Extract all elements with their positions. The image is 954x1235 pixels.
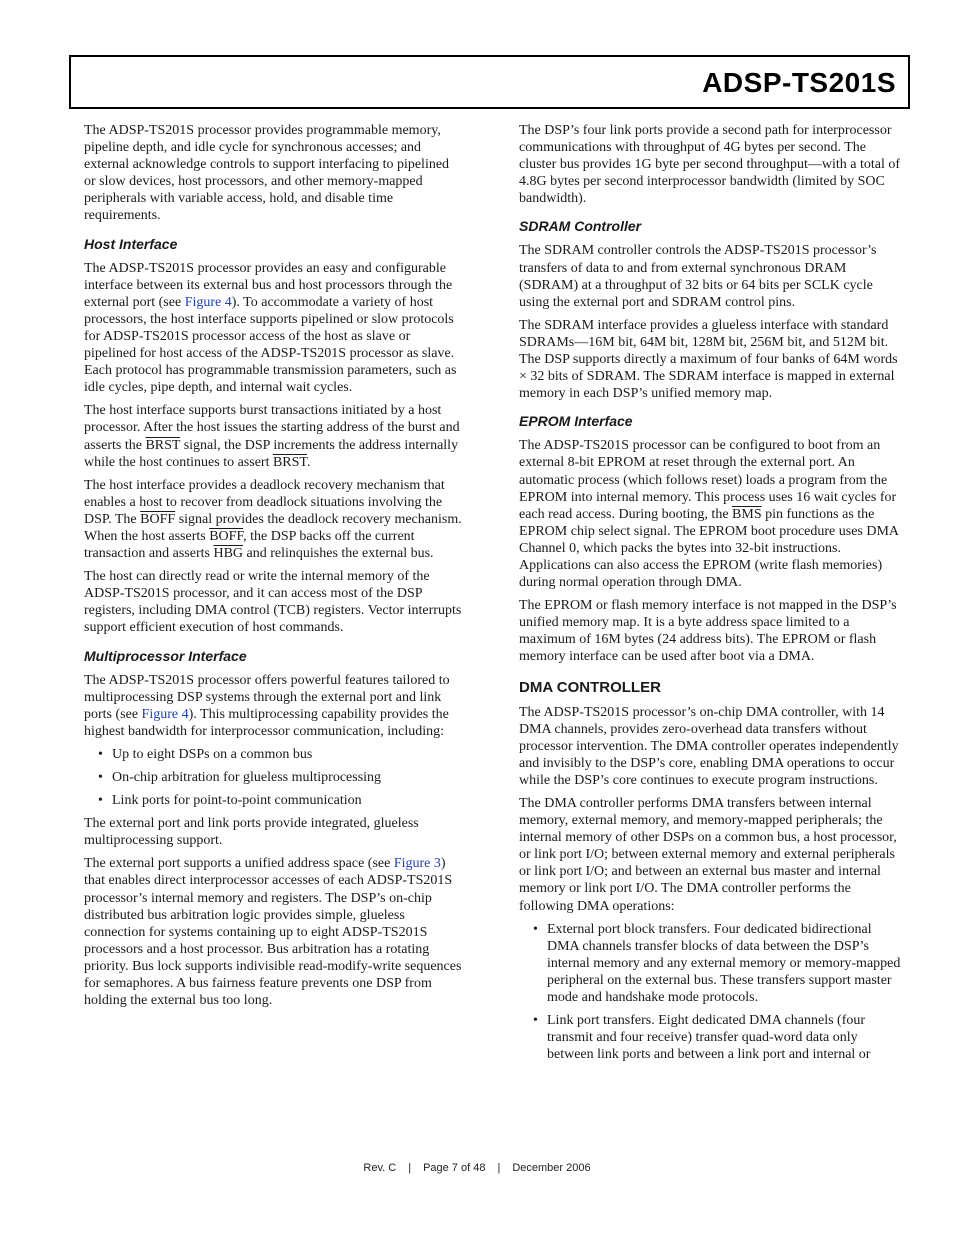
sdram-paragraph-2: The SDRAM interface provides a glueless interface with standard SDRAMs—16M bit, 64M bit, 128M bit, 256M bit, and 512M bit. The DSP supports directly a maximum of four banks of 64M words × 32 bits of SDRAM. The SDRAM interface is mapped in external memory in each DSP’s unified memory map. <box>519 317 898 402</box>
host-paragraph-2: The host interface supports burst transactions initiated by a host processor. After the host issues the starting address of the burst and asserts the BRST signal, the DSP increments the address internally while the host continues to assert BRST. <box>84 403 460 470</box>
figure-4-link[interactable]: Figure 4 <box>141 706 189 722</box>
figure-3-link[interactable]: Figure 3 <box>393 856 441 872</box>
dma-paragraph-2: The DMA controller performs DMA transfers between internal memory, external memory, and memory-mapped peripherals; the internal memory of other DSPs on a common bus, a host processor, or link port I/O; between external memory and external peripherals or link port I/O; and between an external bus master and internal memory or link port I/O. The DMA controller performs the following DMA operations: <box>519 796 897 914</box>
sdram-paragraph-1: The SDRAM controller controls the ADSP-TS201S processor’s transfers of data to and from external synchronous DRAM (SDRAM) at a throughput of 32 bits or 64 bits per SCLK cycle using the external port and SDRAM control pins. <box>519 243 877 310</box>
bms-signal: $\overline{BMS}$ <box>732 506 762 522</box>
dma-paragraph-1: The ADSP-TS201S processor’s on-chip DMA controller, with 14 DMA channels, provides zero-overhead data transfers without processor intervention. The DMA controller operates independently and invisibly to the DSP’s core, enabling DMA operations to occur while the DSP’s core continues to execute program instructions. <box>519 704 899 788</box>
right-column <box>519 122 901 1069</box>
multiprocessor-paragraph-1: The ADSP-TS201S processor offers powerful features tailored to multiprocessing DSP systems through the external port and link ports (see Figure 4). This multiprocessing capability provides the highest bandwidth for interprocessor communication, including: <box>84 672 450 739</box>
list-item: • On-chip arbitration for glueless multiprocessing <box>112 769 464 786</box>
document-title: ADSP-TS201S <box>702 67 896 98</box>
figure-4-link[interactable]: Figure 4 <box>184 294 232 310</box>
link-ports-paragraph: The DSP’s four link ports provide a second path for interprocessor communications with throughput of 4G bytes per second. The cluster bus provides 1G byte per second throughput—with a total of 4.8G bytes per second interprocessor bandwidth (limited by SOC bandwidth). <box>519 123 901 207</box>
page-footer: Rev. C | Page 7 of 48 | December 2006 <box>363 1162 591 1174</box>
brst-signal: BRST <box>272 454 307 470</box>
host-paragraph-1: The ADSP-TS201S processor provides an easy and configurable interface between its external bus and host processors through the external port (see Figure 4). To accommodate a variety of host processors, the host interface supports pipelined or slow protocols for ADSP-TS201S processor access of the host as slave or pipelined for host access of the ADSP-TS201S processor as slave. Each protocol has programmable transmission parameters, such as idle cycles, pipe depth, and internal wait cycles. <box>84 260 457 396</box>
hbg-signal: $\overline{HBG}$ <box>213 546 244 562</box>
list-item: • Link port transfers. Eight dedicated DMA channels (four transmit and four receive) transfer quad-word data only between link ports and between a link port and internal or <box>547 1012 901 1063</box>
list-item: • External port block transfers. Four dedicated bidirectional DMA channels transfer blocks of data between the DSP’s internal memory and any external memory or memory-mapped peripheral on the external bus. These transfers support master mode and handshake mode protocols. <box>547 921 901 1006</box>
brst-signal: BRST <box>145 437 181 453</box>
page-number: Page 7 of 48 <box>423 1162 486 1174</box>
multiprocessor-paragraph-2: The external port and link ports provide integrated, glueless multiprocessing support. <box>84 816 419 849</box>
multiprocessor-interface-heading: Multiprocessor Interface <box>84 647 247 664</box>
eprom-paragraph-2: The EPROM or flash memory interface is not mapped in the DSP’s unified memory map. It is a byte address space limited to a maximum of 16M bytes (24 address bits). The EPROM or flash memory interface can be used after boot via a DMA. <box>519 598 897 665</box>
multiprocessor-paragraph-3: The external port supports a unified address space (see Figure 3) that enables direct interprocessor accesses of each ADSP-TS201S processor’s internal memory and registers. The DSP’s on-chip distributed bus arbitration logic provides simple, glueless connection for systems containing up to eight ADSP-TS201S processors and a host processor. Bus arbitration has a rotating priority. Bus lock supports indivisible read-modify-write sequences for semaphores. A bus fairness feature prevents one DSP from holding the external bus too long. <box>84 856 462 1009</box>
eprom-interface-heading: EPROM Interface <box>519 413 633 430</box>
list-item: • Link ports for point-to-point communication <box>112 792 464 809</box>
host-interface-heading: Host Interface <box>84 235 178 252</box>
sdram-controller-heading: SDRAM Controller <box>519 218 642 235</box>
publication-date: December 2006 <box>512 1162 591 1174</box>
boff-signal: BOFF <box>140 511 176 527</box>
dma-controller-heading: DMA CONTROLLER <box>519 678 661 696</box>
left-column <box>84 122 464 1015</box>
multiprocessor-bullet-list <box>84 746 464 809</box>
dma-bullet-list <box>519 921 901 1064</box>
eprom-paragraph-1: The ADSP-TS201S processor can be configured to boot from an external 8-bit EPROM at reset through the external port. An automatic process (which follows reset) loads a program from the EPROM into internal memory. This process uses 16 wait cycles for each read access. During booting, the $\overline{BMS}$ pin functions as the EPROM chip select signal. The EPROM boot procedure uses DMA Channel 0, which packs the bytes into 32-bit instructions. Applications can also access the EPROM (write flash memories) during normal operation through DMA. <box>519 438 899 591</box>
list-item: • Up to eight DSPs on a common bus <box>112 746 464 763</box>
host-paragraph-4: The host can directly read or write the internal memory of the ADSP-TS201S processor, and it can access most of the DSP registers, including DMA control (TCB) registers. Vector interrupts support efficient execution of host commands. <box>84 569 462 636</box>
page-header-box <box>69 55 910 109</box>
boff-signal: BOFF <box>209 528 244 544</box>
revision-label: Rev. C <box>363 1162 397 1174</box>
host-paragraph-3: The host interface provides a deadlock recovery mechanism that enables a host to recover from deadlock situations involving the DSP. The BOFF signal provides the deadlock recovery mechanism. When the host asserts BOFF, the DSP backs off the current transaction and asserts $\overline{HBG}$ and relinquishes the external bus. <box>84 477 462 562</box>
intro-paragraph: The ADSP-TS201S processor provides programmable memory, pipeline depth, and idle cycle for synchronous accesses; and external acknowledge controls to support interfacing to pipelined or slow devices, host processors, and other memory-mapped peripherals with variable access, hold, and disable time requirements. <box>84 123 450 224</box>
